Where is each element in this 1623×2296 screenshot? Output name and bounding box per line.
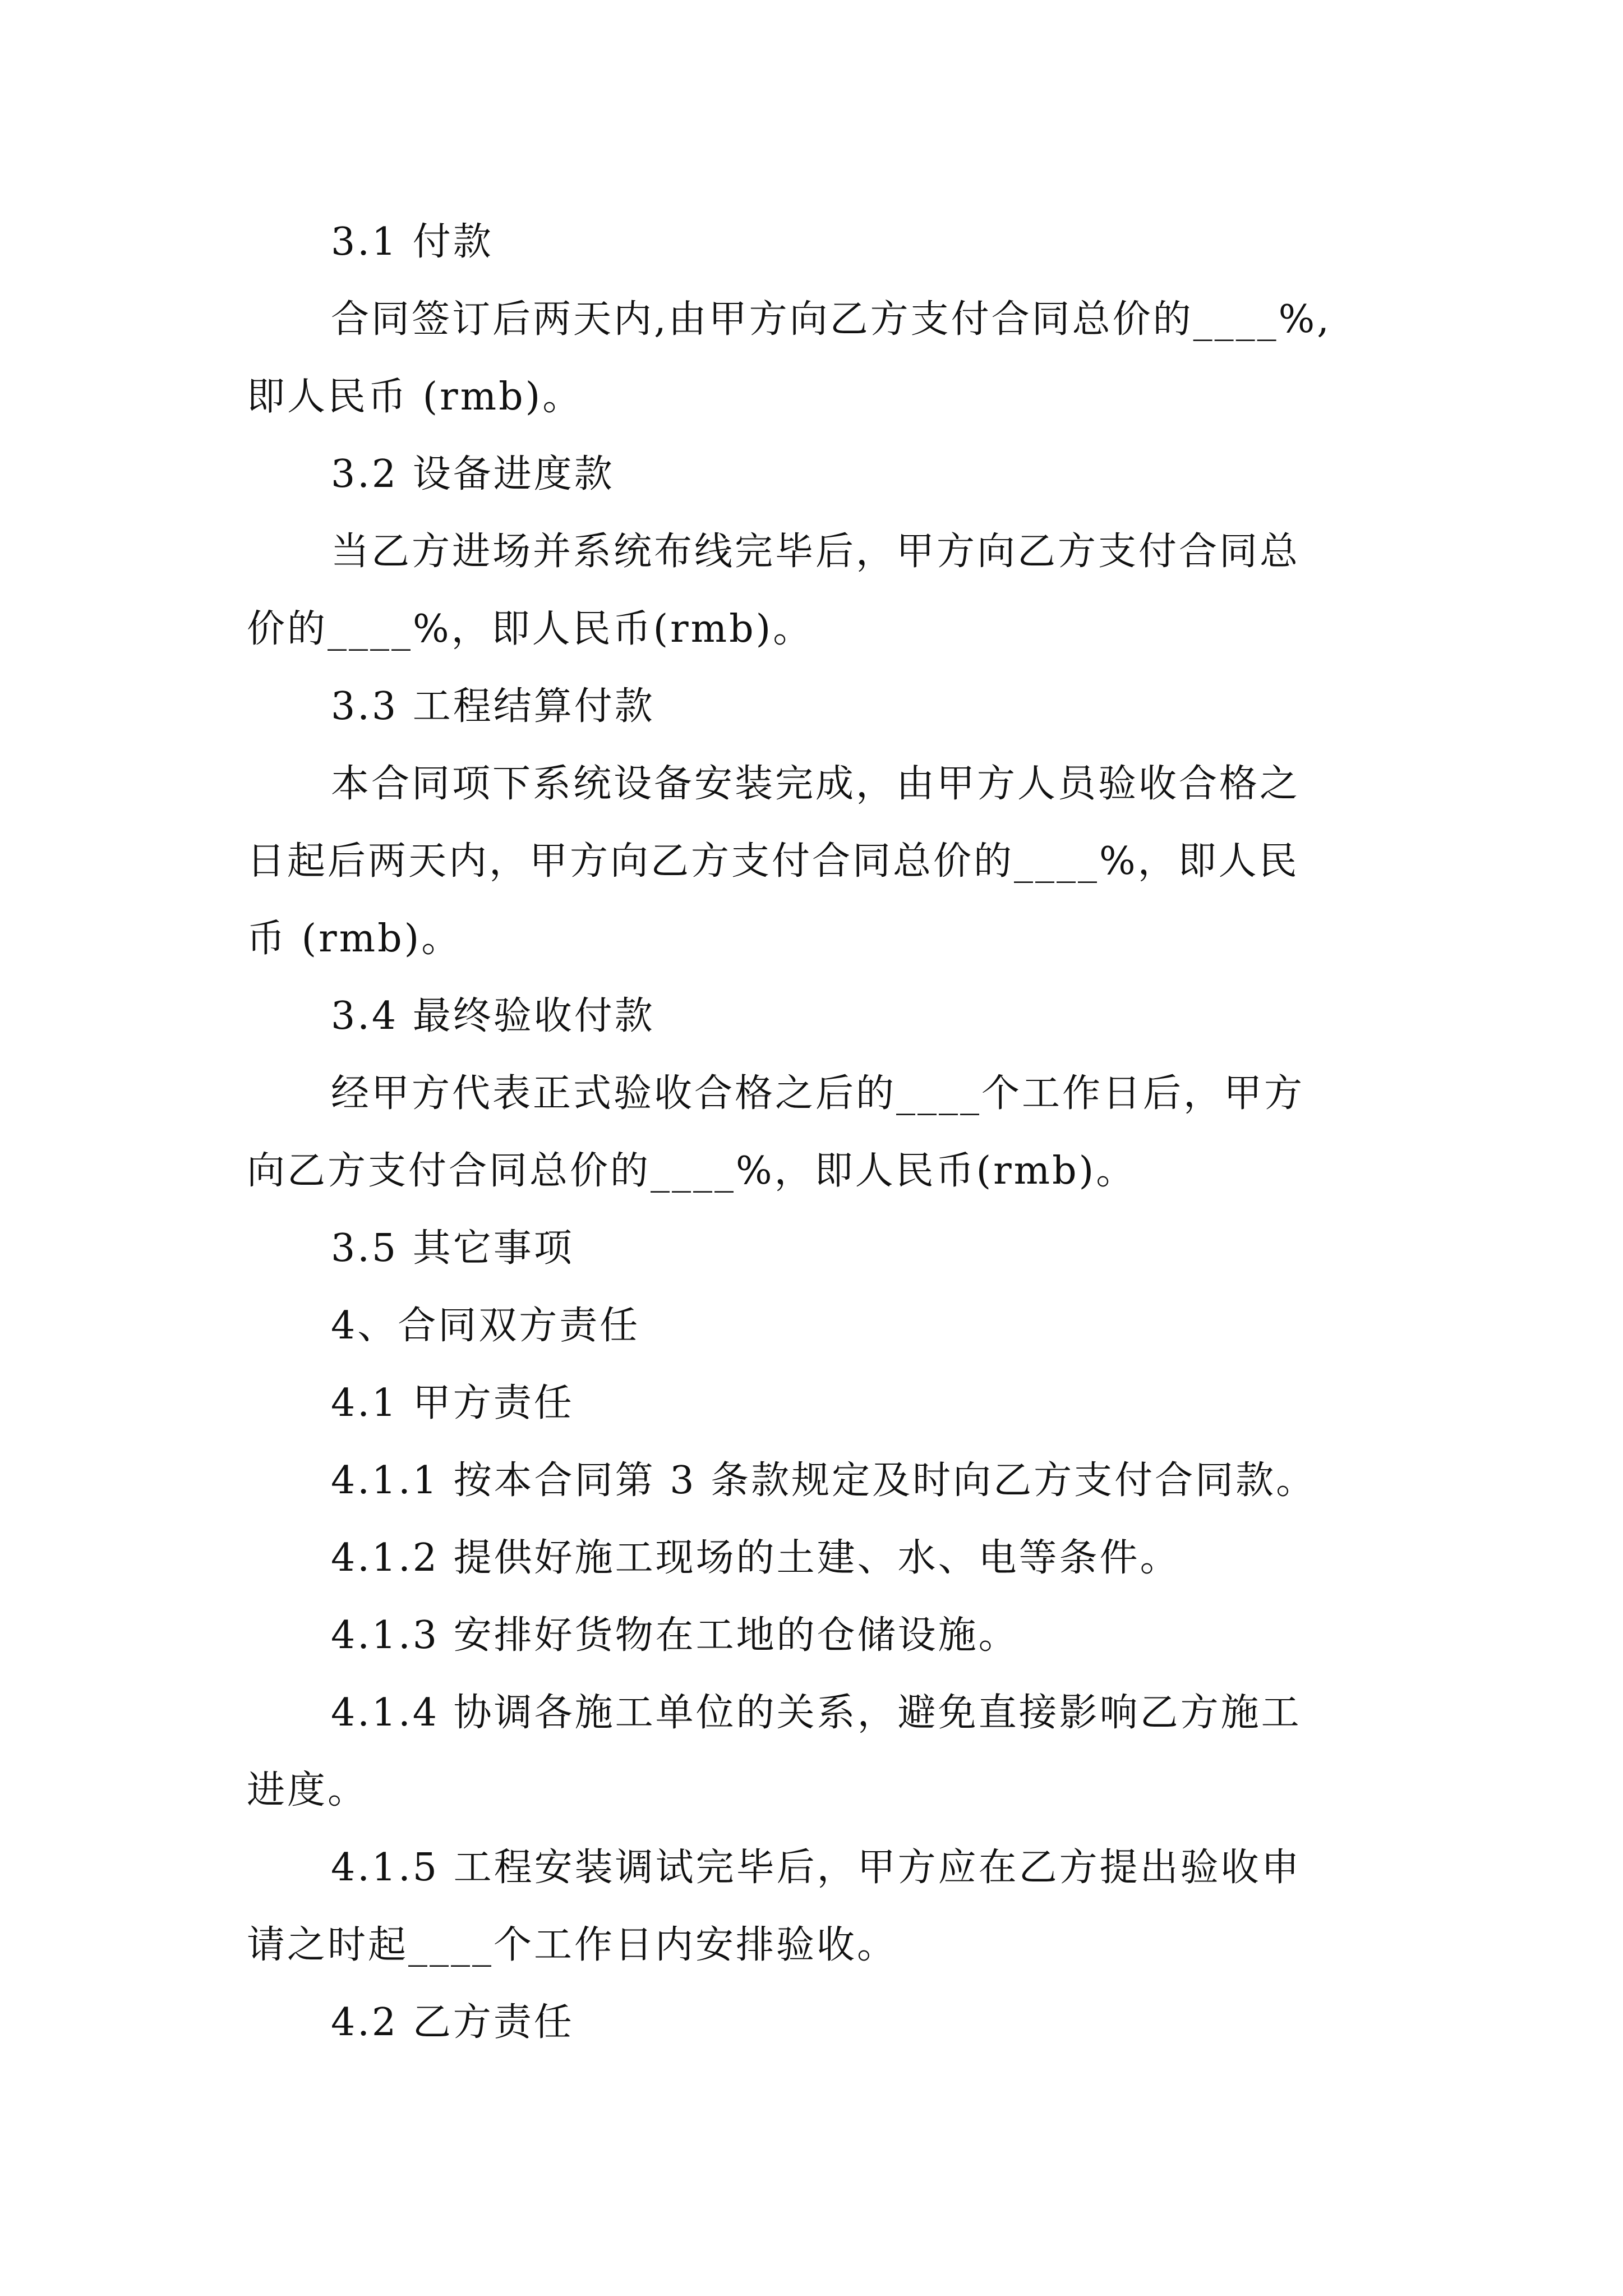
- clause-4-1-4: 4.1.4 协调各施工单位的关系，避免直接影响乙方施工: [331, 1691, 1302, 1735]
- heading-4-2: 4.2 乙方责任: [331, 2000, 574, 2045]
- clause-4-1-1: 4.1.1 按本合同第 3 条款规定及时向乙方支付合同款。: [331, 1458, 1317, 1503]
- paragraph-line: 即人民币 (rmb)。: [247, 375, 583, 419]
- heading-3-3: 3.3 工程结算付款: [331, 684, 655, 729]
- paragraph-line: 当乙方进场并系统布线完毕后，甲方向乙方支付合同总: [331, 530, 1301, 574]
- clause-4-1-2: 4.1.2 提供好施工现场的土建、水、电等条件。: [331, 1536, 1181, 1580]
- clause-4-1-3: 4.1.3 安排好货物在工地的仓储设施。: [331, 1613, 1019, 1658]
- heading-4: 4、合同双方责任: [331, 1304, 640, 1348]
- paragraph-line: 本合同项下系统设备安装完成，由甲方人员验收合格之: [331, 762, 1301, 806]
- heading-4-1: 4.1 甲方责任: [331, 1381, 574, 1425]
- heading-3-4: 3.4 最终验收付款: [331, 994, 655, 1038]
- paragraph-line: 向乙方支付合同总价的____%，即人民币(rmb)。: [247, 1149, 1137, 1193]
- paragraph-line: 请之时起____个工作日内安排验收。: [247, 1923, 898, 1967]
- heading-3-2: 3.2 设备进度款: [331, 452, 615, 496]
- paragraph-line: 日起后两天内，甲方向乙方支付合同总价的____%，即人民: [247, 839, 1299, 884]
- paragraph-line: 价的____%，即人民币(rmb)。: [247, 607, 814, 651]
- paragraph-line: 经甲方代表正式验收合格之后的____个工作日后，甲方: [331, 1071, 1305, 1116]
- clause-4-1-5: 4.1.5 工程安装调试完毕后，甲方应在乙方提出验收申: [331, 1846, 1302, 1890]
- paragraph-line: 币 (rmb)。: [247, 917, 462, 961]
- heading-3-1: 3.1 付款: [331, 220, 494, 264]
- paragraph-line: 进度。: [247, 1768, 368, 1812]
- paragraph-line: 合同签订后两天内,由甲方向乙方支付合同总价的____%,: [331, 297, 1331, 342]
- heading-3-5: 3.5 其它事项: [331, 1226, 574, 1271]
